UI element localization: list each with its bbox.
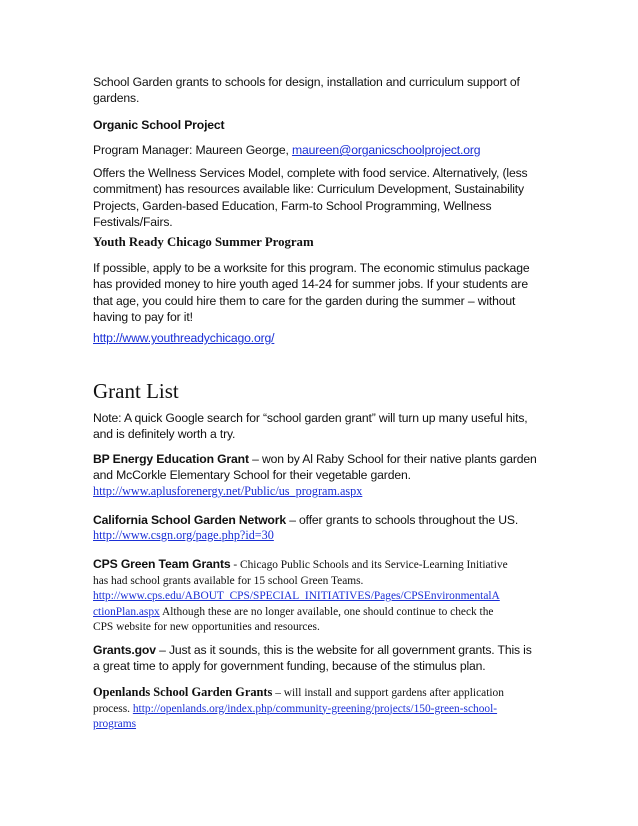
youth-line: has provided money to hire youth aged 14-24 for summer jobs. If your students are [93, 277, 528, 292]
garden-intro-line: gardens. [93, 91, 140, 106]
openlands-text: – will install and support gardens after application [272, 687, 504, 699]
grantsgov-title: Grants.gov [93, 643, 156, 657]
cps-link[interactable]: http://www.cps.edu/ABOUT_CPS/SPECIAL_INITIATIVES/Pages/CPSEnvironmentalA [93, 590, 500, 602]
bp-link[interactable]: http://www.aplusforenergy.net/Public/us_program.aspx [93, 484, 363, 498]
cps-text-line: CPS website for new opportunities and resources. [93, 621, 320, 633]
openlands-link-continued[interactable]: programs [93, 718, 137, 730]
youth-link[interactable]: http://www.youthreadychicago.org/ [93, 331, 275, 345]
bp-paragraph [93, 451, 553, 484]
youth-line: having to pay for it! [93, 309, 193, 324]
cps-text-line: has had school grants available for 15 school Green Teams. [93, 574, 364, 587]
california-link-line [93, 528, 553, 544]
cps-text: Although these are no longer available, one should continue to check the [159, 605, 494, 618]
grant-list-note [93, 410, 553, 443]
youth-title: Youth Ready Chicago Summer Program [93, 235, 314, 249]
bp-text: – won by Al Raby School for their native plants garden [248, 452, 537, 466]
openlands-title: Openlands School Garden Grants [93, 685, 273, 699]
organic-title: Organic School Project [93, 118, 225, 132]
organic-line: Projects, Garden-based Education, Farm-to School Programming, Wellness [93, 198, 492, 213]
grantsgov-text-line: a great time to apply for government funding, because of the stimulus plan. [93, 659, 486, 674]
cps-title: CPS Green Team Grants [93, 557, 231, 571]
openlands-paragraph [93, 685, 553, 733]
manager-label: Program Manager: Maureen George, [93, 143, 292, 157]
grant-list-heading: Grant List [93, 379, 179, 403]
bp-text-line: and McCorkle Elementary School for their vegetable garden. [93, 468, 411, 483]
youth-line: that age, you could hire them to care for the garden during the summer – without [93, 293, 516, 308]
california-title: California School Garden Network [93, 513, 286, 527]
organic-line: Festivals/Fairs. [93, 214, 173, 229]
california-text: – offer grants to schools throughout the US. [285, 513, 519, 527]
openlands-text: process. [93, 702, 133, 715]
organic-manager-line [93, 142, 553, 158]
organic-description [93, 165, 553, 230]
organic-line: commitment) has resources available like: Curriculum Development, Sustainability [93, 182, 524, 197]
california-paragraph [93, 512, 553, 528]
grantsgov-text: – Just as it sounds, this is the website for all government grants. This is [155, 643, 532, 657]
youth-line: If possible, apply to be a worksite for this program. The economic stimulus package [93, 261, 530, 275]
openlands-link[interactable]: http://openlands.org/index.php/community-greening/projects/150-green-school- [132, 702, 498, 715]
note-line: and is definitely worth a try. [93, 427, 236, 442]
manager-email-link[interactable]: maureen@organicschoolproject.org [291, 143, 481, 157]
note-line: Note: A quick Google search for “school garden grant” will turn up many useful hits, [93, 411, 528, 425]
garden-intro-paragraph [93, 74, 553, 107]
bp-link-line [93, 484, 553, 500]
california-link[interactable]: http://www.csgn.org/page.php?id=30 [93, 528, 274, 542]
cps-link-continued[interactable]: ctionPlan.aspx [93, 605, 160, 618]
youth-description [93, 260, 553, 325]
cps-text: - Chicago Public Schools and its Service-Learning Initiative [230, 559, 508, 571]
garden-intro-line: School Garden grants to schools for design, installation and curriculum support of [93, 75, 520, 89]
organic-line: Offers the Wellness Services Model, complete with food service. Alternatively, (less [93, 166, 528, 180]
grantsgov-paragraph [93, 642, 553, 675]
cps-paragraph [93, 553, 553, 636]
bp-title: BP Energy Education Grant [93, 452, 249, 466]
youth-link-line [93, 330, 553, 346]
